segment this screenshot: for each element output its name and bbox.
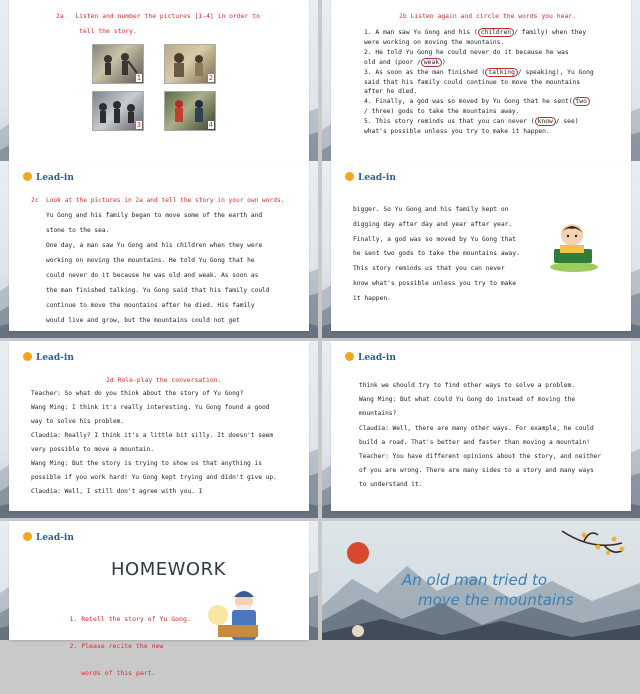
lead-in-header: Lead-in [23, 352, 74, 363]
circled-word: know [535, 117, 556, 126]
picture-number: 2 [208, 74, 213, 82]
sun-icon [23, 532, 32, 541]
conversation-text: think we should try to find other ways to solve a problem. Wang Ming: But what could Yu Gong do instead of moving the mountains? Claudia: Well, there are many other ways. For example, he could build a road. That's better and faster than moving a mountain! Teacher: You have different opinions about the story, and neither of you are wrong. There are many sides to a story and many ways to understand it. [359, 382, 602, 489]
slide-card [9, 521, 309, 677]
title-line-2: move the mountains [418, 591, 574, 609]
story-picture-1 [92, 44, 144, 84]
lead-in-header: Lead-in [345, 352, 396, 363]
child-reading-illustration [546, 217, 602, 273]
slide-card [331, 341, 631, 511]
task-2a: 2a Listen and number the pictures [1-4] in order to tell the story. [56, 12, 260, 35]
story-text: bigger. So Yu Gong and his family kept on digging day after day and year after year. Finally, a god was so moved by Yu Gong that he sent two gods to take the mountains away. This story reminds us that you can never know what's possible unless you try to make it happen. [353, 206, 520, 302]
circled-word: weak [421, 58, 442, 67]
slide-homework [0, 521, 318, 677]
exercise-2b-text: 1. A man saw Yu Gong and his ( children / family) when they were working on moving the mountains. 2. He told Yu Gong he could never do it because he was old and (poor / weak ) 3. As soon as the man finished ( talking / speaking), Yu Gong said that his family could continue to move the mountains after he died. 4. Finally, a god was so moved by Yu Gong that he sent( two / three) gods to take the mountains away. 5. This story reminds us that you can never ( know / see) what's possible unless you try to make it happen. [364, 29, 594, 136]
lead-in-header: Lead-in [23, 532, 74, 543]
conversation-text: Teacher: So what do you think about the story of Yu Gong? Wang Ming: I think it's really interesting. Yu Gong found a good way to solve his problem. Claudia: Really? I think it's a little bit silly. It doesn't seem very possible to move a mountain. Wang Ming: But the story is trying to show us that anything is possible if you work hard! Yu Gong kept trying and didn't give up. Claudia: Well, I still don't agree with you. I [31, 390, 277, 495]
circled-word: children [478, 28, 514, 37]
slide-card [9, 0, 309, 170]
sun-icon [345, 352, 354, 361]
slide-2a [0, 0, 318, 177]
lead-in-header [345, 0, 396, 1]
picture-number: 1 [136, 74, 141, 82]
title-line-1: An old man tried to [402, 571, 548, 589]
homework-list: 1. Retell the story of Yu Gong. 2. Please recite the new words of this part. [69, 614, 191, 677]
story-picture-3 [92, 91, 144, 131]
sun-icon [345, 172, 354, 181]
slide-title [322, 521, 640, 640]
slide-2d-continued [322, 341, 640, 518]
task-2d: 2d Role-play the conversation. [106, 376, 222, 384]
slide-2b [322, 0, 640, 177]
lead-in-header [23, 0, 74, 1]
story-picture-2 [164, 44, 216, 84]
task-2b: 2b Listen again and circle the words you hear. [399, 12, 576, 20]
story-picture-4 [164, 91, 216, 131]
slide-card [331, 0, 631, 170]
homework-title: HOMEWORK [111, 559, 226, 580]
sun-icon [23, 172, 32, 181]
picture-number: 4 [208, 121, 213, 129]
circled-word: talking [485, 68, 518, 77]
task-number: 2a [56, 12, 64, 20]
task-number: 2c [31, 196, 39, 204]
slide-card [9, 161, 309, 331]
lead-in-header: Lead-in [23, 172, 74, 183]
lead-in-header: Lead-in [345, 172, 396, 183]
circled-word: two [573, 97, 590, 106]
slide-card [331, 161, 631, 331]
slide-2c-continued [322, 161, 640, 338]
slide-2c [0, 161, 318, 338]
picture-number: 3 [136, 121, 141, 129]
sun-icon [23, 352, 32, 361]
story-text: Look at the pictures in 2a and tell the story in your own words. Yu Gong and his family began to move some of the earth and stone to the sea. One day, a man saw Yu Gong and his children when they were working on moving the mountains. He told Yu Gong that he could never do it because he was old and weak. As soon as the man finished talking. Yu Gong said that his family could continue to move the mountains after he died. His family would live and grow, but the mountains could not get [46, 197, 285, 324]
old-man-illustration [204, 587, 274, 640]
